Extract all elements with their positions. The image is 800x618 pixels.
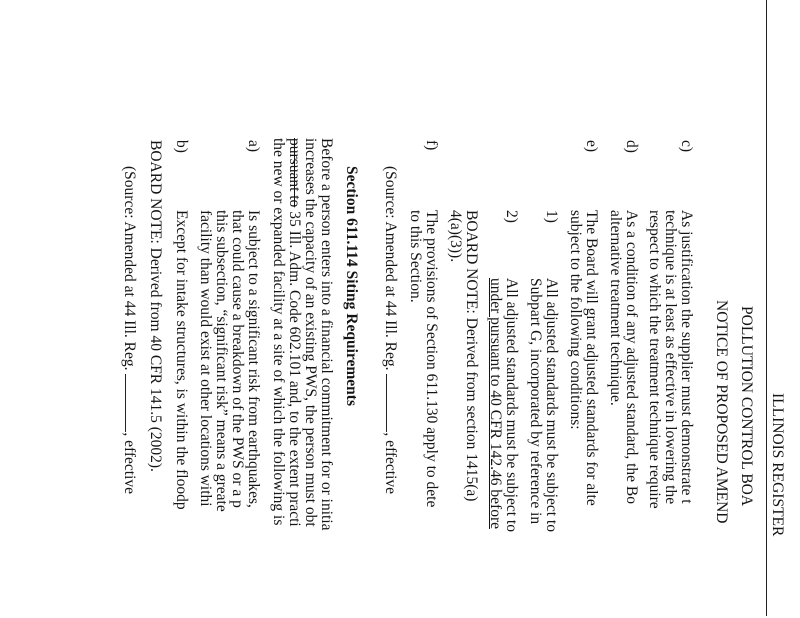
item-e-line2: subject to the following conditions:: [567, 210, 584, 430]
source-note-2-blank: [125, 374, 138, 432]
section-para-line3: [286, 138, 302, 527]
board-note-1-line1: BOARD NOTE: Derived from section 1415(a): [463, 210, 480, 502]
section-para-line3-rest: 35 Ill. Adm. Code 602.101 and, to the extent practi: [286, 207, 303, 527]
item-c-line3: respect to which the treatment technique require: [646, 210, 663, 509]
item-e1-line2: Subpart G, incorporated by reference in: [527, 278, 544, 525]
board-name: POLLUTION CONTROL BOA: [738, 306, 755, 507]
item-d-label: d): [623, 140, 640, 153]
item-e2-line2: under pursuant to 40 CFR 142.46 before: [487, 278, 504, 529]
item-e-line1: The Board will grant adjusted standards for alte: [583, 210, 600, 506]
item-d-line2: alternative treatment technique.: [607, 210, 624, 406]
item-b-line1: Except for intake structures, is within the floodp: [173, 210, 190, 510]
struck-text: pursuant to: [286, 138, 303, 208]
item-a-label: a): [245, 140, 262, 153]
source-note-1-prefix: (Source: Amended at 44 Ill. Reg.: [382, 166, 399, 371]
source-note-1-blank: [386, 374, 399, 432]
section-para-line2: increases the capacity of an existing PWS, the person must obt: [302, 138, 319, 527]
item-a-line4: facility than would exist at other locations withi: [197, 210, 214, 507]
item-a-line3: this subsection, “significant risk” means a greate: [213, 210, 230, 512]
rotated-document-page: [2, 0, 800, 616]
board-note-2: BOARD NOTE: Derived from 40 CFR 141.5 (2002).: [147, 140, 164, 472]
item-b-label: b): [173, 140, 190, 153]
source-note-1: [382, 166, 399, 494]
board-note-1-line2: 4(a)(3)).: [447, 210, 464, 263]
section-para-line1: Before a person enters into a financial commitment for or initia: [318, 138, 335, 531]
item-e1-line1: All adjusted standards must be subject to: [543, 278, 560, 532]
item-e-label: e): [583, 140, 600, 153]
notice-title: NOTICE OF PROPOSED AMEND: [713, 300, 730, 524]
item-f-label: f): [423, 140, 440, 151]
item-e2-line1: All adjusted standards must be subject to: [503, 278, 520, 532]
source-note-1-suffix: , effective: [382, 432, 399, 495]
source-note-2: [121, 166, 138, 494]
item-c-line2: technique is at least as effective in lowering the: [662, 210, 679, 505]
item-d-line1: As a condition of any adjusted standard, the Bo: [623, 210, 640, 505]
source-note-2-suffix: , effective: [121, 432, 138, 495]
item-c-label: c): [678, 140, 695, 153]
header-rule: [766, 0, 767, 616]
section-para-line4: the new or expanded facility at a site of which the following is: [270, 138, 287, 526]
item-f-line1: The provisions of Section 611.130 apply to dete: [423, 210, 440, 508]
register-title: ILLINOIS REGISTER: [769, 393, 786, 537]
item-e1-label: 1): [543, 210, 560, 223]
item-c-line1: As justification the supplier must demonstrate t: [678, 210, 695, 504]
item-e2-label: 2): [503, 210, 520, 223]
section-heading: Section 611.114 Siting Requirements: [343, 166, 360, 406]
item-a-line2: that could cause a breakdown of the PWS or a p: [229, 210, 246, 508]
source-note-2-prefix: (Source: Amended at 44 Ill. Reg.: [121, 166, 138, 371]
item-f-line2: to this Section.: [407, 210, 424, 303]
item-a-line1: Is subject to a significant risk from earthquakes,: [245, 210, 262, 508]
